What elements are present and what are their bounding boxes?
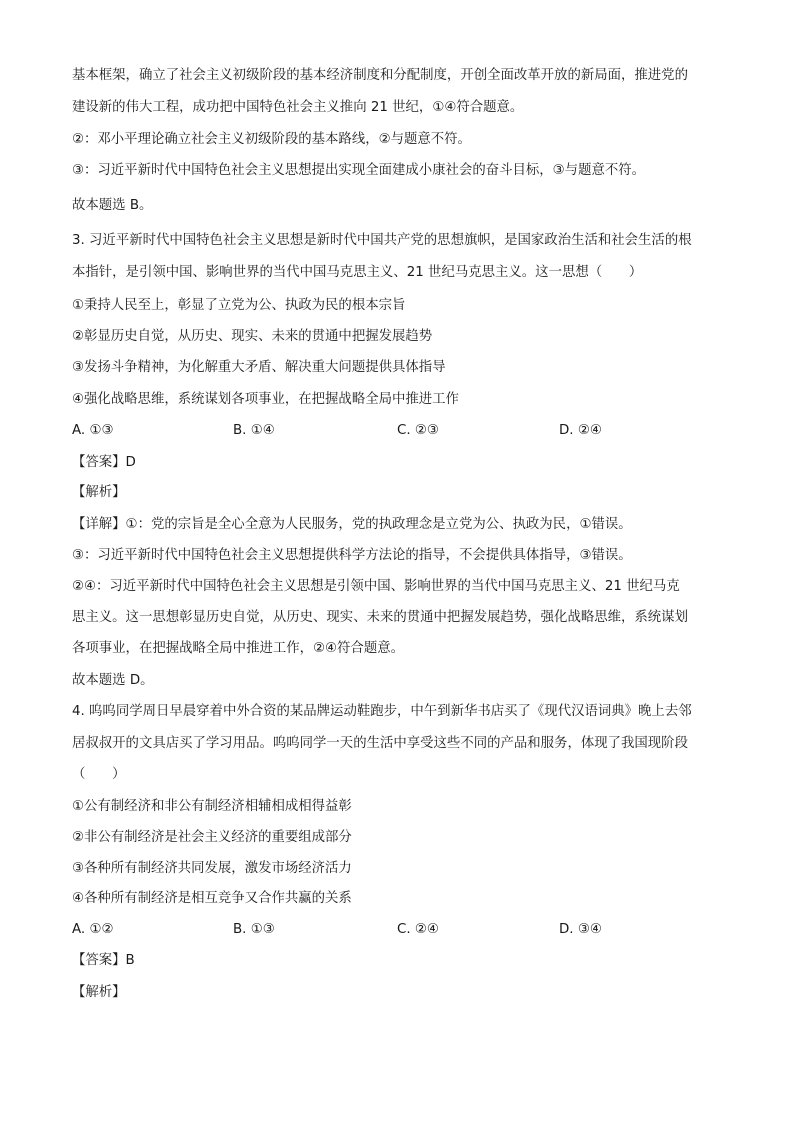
question-4-statement: ④各种所有制经济是相互竞争又合作共赢的关系: [72, 891, 352, 906]
question-3-stem: 3. 习近平新时代中国特色社会主义思想是新时代中国共产党的思想旗帜，是国家政治生活和社会生活的根: [72, 233, 692, 248]
question-3-statement: ②彰显历史自觉，从历史、现实、未来的贯通中把握发展趋势: [72, 329, 433, 344]
question-3-statement: ③发扬斗争精神，为化解重大矛盾、解决重大问题提供具体指导: [72, 360, 446, 375]
question-3-statement: ④强化战略思维，系统谋划各项事业，在把握战略全局中推进工作: [72, 392, 459, 407]
option-c: C. ②③: [397, 423, 439, 438]
detail-line: ③：习近平新时代中国特色社会主义思想提供科学方法论的指导，不会提供具体指导，③错误。: [72, 548, 632, 563]
detail-line: 【详解】①：党的宗旨是全心全意为人民服务，党的执政理念是立党为公、执政为民，①错误。: [72, 517, 632, 532]
option-a: A. ①③: [72, 423, 114, 438]
detail-line: ②④：习近平新时代中国特色社会主义思想是引领中国、影响世界的当代中国马克思主义、21 世纪马克: [72, 579, 680, 594]
question-4-statement: ①公有制经济和非公有制经济相辅相成相得益彰: [72, 799, 352, 814]
option-b: B. ①④: [233, 423, 275, 438]
conclusion-line: 故本题选 D。: [72, 673, 154, 688]
detail-line: 思主义。这一思想彰显历史自觉，从历史、现实、未来的贯通中把握发展趋势，强化战略思维，系统谋划: [72, 610, 688, 625]
question-4-options: [72, 920, 732, 940]
detail-line: 各项事业，在把握战略全局中推进工作，②④符合题意。: [72, 641, 404, 656]
option-a: A. ①②: [72, 922, 114, 937]
answer-label: 【答案】D: [72, 455, 136, 470]
question-4-stem: 居叔叔开的文具店买了学习用品。呜呜同学一天的生活中享受这些不同的产品和服务，体现了我国现阶段: [72, 736, 688, 751]
text-line: 基本框架，确立了社会主义初级阶段的基本经济制度和分配制度，开创全面改革开放的新局面，推进党的: [72, 68, 688, 83]
question-4-statement: ②非公有制经济是社会主义经济的重要组成部分: [72, 830, 352, 845]
text-line: ③：习近平新时代中国特色社会主义思想提出实现全面建成小康社会的奋斗目标，③与题意不符。: [72, 163, 646, 178]
option-c: C. ②④: [397, 922, 439, 937]
answer-label: 【答案】B: [72, 953, 135, 968]
conclusion-line: 故本题选 B。: [72, 198, 153, 213]
option-d: D. ②④: [559, 423, 602, 438]
question-3-options: [72, 421, 732, 441]
option-d: D. ③④: [559, 922, 602, 937]
question-3-stem: 本指针，是引领中国、影响世界的当代中国马克思主义、21 世纪马克思主义。这一思想（ ）: [72, 265, 643, 280]
analysis-label: 【解析】: [72, 485, 126, 500]
option-b: B. ①③: [233, 922, 275, 937]
question-4-stem: 4. 呜呜同学周日早晨穿着中外合资的某品牌运动鞋跑步，中午到新华书店买了《现代汉语词典》晚上去邻: [72, 704, 692, 719]
question-4-statement: ③各种所有制经济共同发展，激发市场经济活力: [72, 861, 352, 876]
text-line: 建设新的伟大工程，成功把中国特色社会主义推向 21 世纪，①④符合题意。: [72, 100, 524, 115]
question-3-statement: ①秉持人民至上，彰显了立党为公、执政为民的根本宗旨: [72, 298, 406, 313]
question-4-stem: （ ）: [72, 767, 126, 782]
text-line: ②：邓小平理论确立社会主义初级阶段的基本路线，②与题意不符。: [72, 132, 471, 147]
analysis-label: 【解析】: [72, 985, 126, 1000]
